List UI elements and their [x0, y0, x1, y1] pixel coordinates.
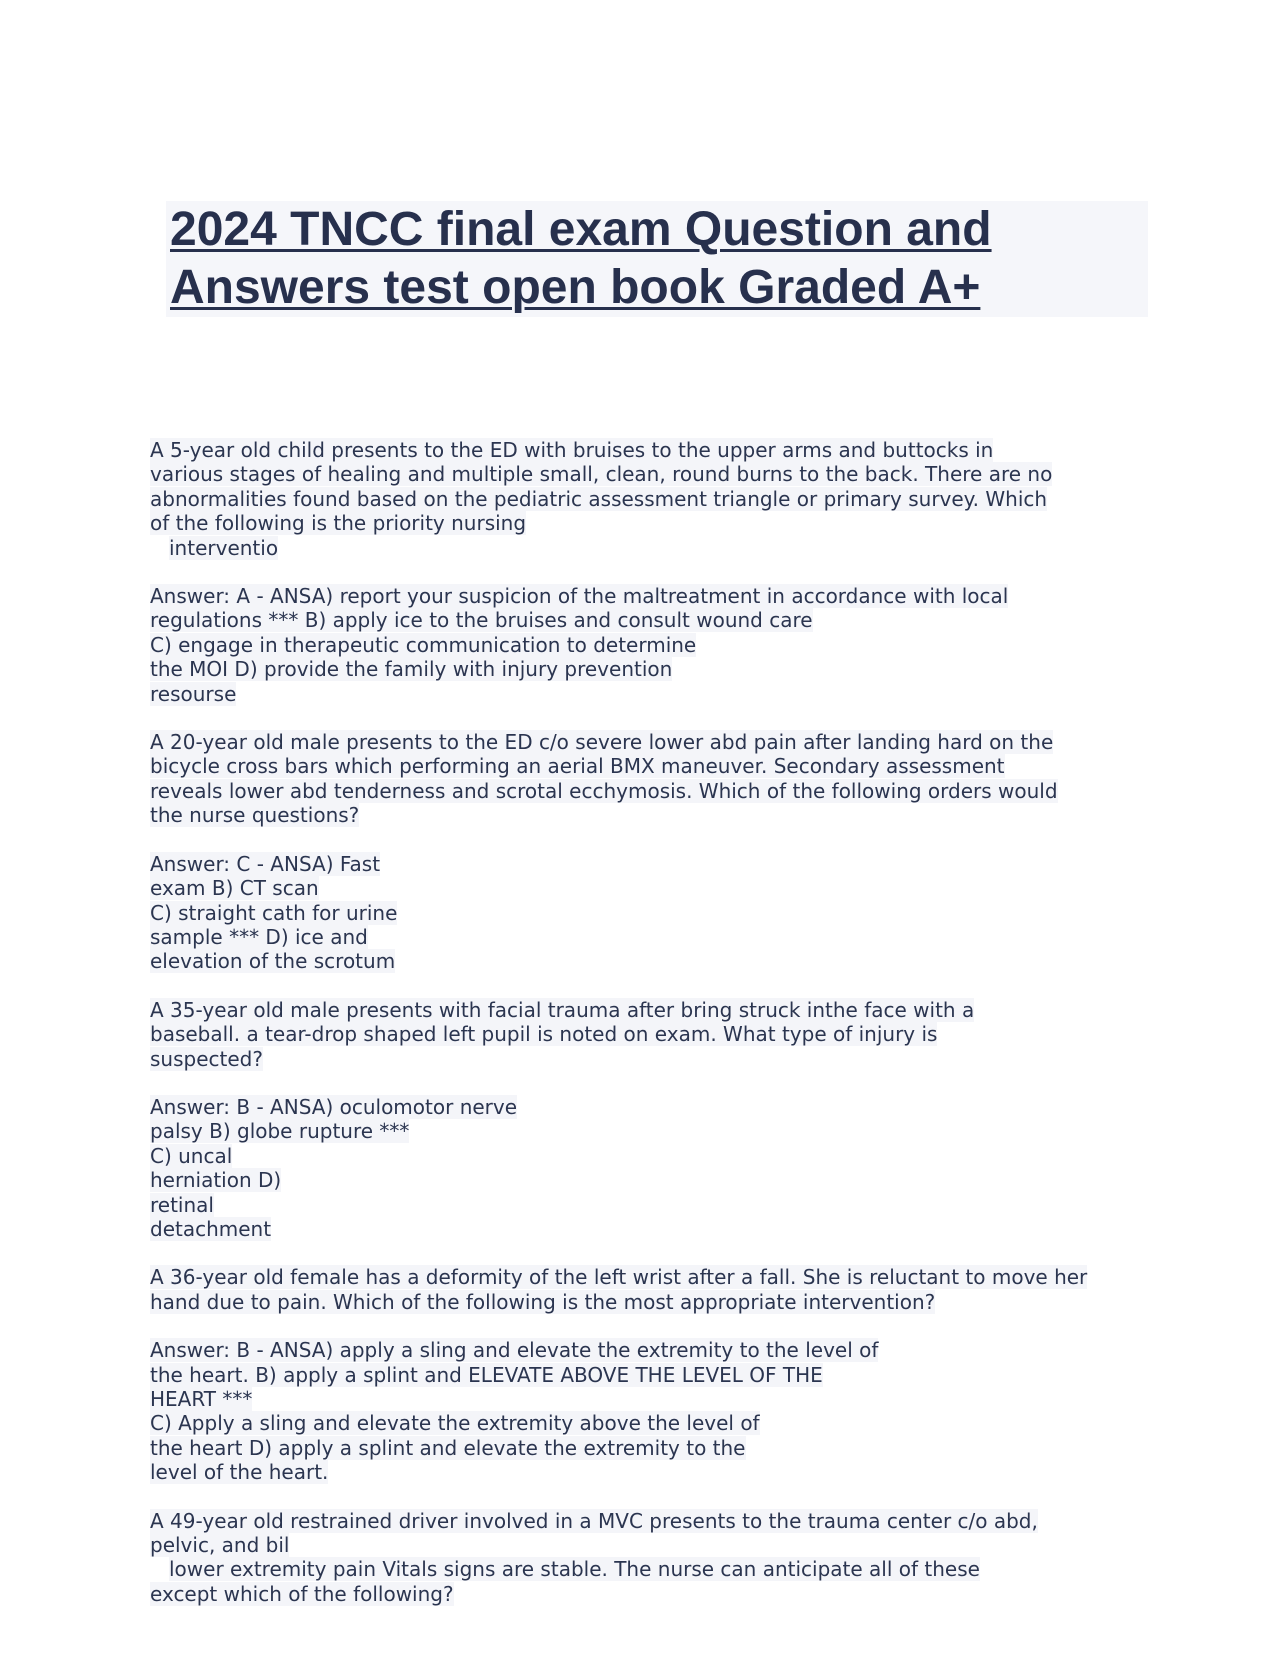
text-line-content: various stages of healing and multiple small, clean, round burns to the back. There are no	[150, 462, 1053, 487]
text-line	[150, 1217, 1140, 1241]
text-line-content: baseball. a tear-drop shaped left pupil is noted on exam. What type of injury is	[150, 1022, 938, 1047]
answer-paragraph	[150, 1095, 1140, 1241]
text-line	[150, 998, 1140, 1022]
document-title	[166, 201, 1148, 317]
text-line-content: sample *** D) ice and	[150, 924, 368, 949]
text-line-content: suspected?	[150, 1046, 263, 1071]
text-line	[150, 584, 1140, 608]
text-line-content: reveals lower abd tenderness and scrotal ecchymosis. Which of the following orders would	[150, 778, 1058, 803]
text-line	[150, 779, 1140, 803]
question-paragraph	[150, 1265, 1140, 1314]
text-line-content: the MOI D) provide the family with injury prevention	[150, 657, 673, 682]
text-line-content: herniation D)	[150, 1168, 282, 1193]
text-line	[150, 1509, 1140, 1533]
text-line	[150, 1436, 1140, 1460]
text-line-content: elevation of the scrotum	[150, 949, 396, 974]
text-line-content: interventio	[169, 535, 279, 560]
text-line-content: exam B) CT scan	[150, 876, 319, 901]
text-line-content: A 20-year old male presents to the ED c/o severe lower abd pain after landing hard on the	[150, 730, 1054, 755]
question-paragraph	[150, 998, 1140, 1071]
text-line	[150, 1363, 1140, 1387]
text-line-content: HEART ***	[150, 1387, 253, 1411]
text-line	[150, 1533, 1140, 1557]
answer-paragraph	[150, 852, 1140, 974]
text-line	[150, 901, 1140, 925]
text-line	[150, 1411, 1140, 1435]
text-line	[150, 511, 1140, 535]
text-line	[150, 633, 1140, 657]
text-line-content: Answer: B - ANSA) apply a sling and elevate the extremity to the level of	[150, 1338, 879, 1363]
text-line	[150, 803, 1140, 827]
text-line-content: bicycle cross bars which performing an aerial BMX maneuver. Secondary assessment	[150, 754, 1005, 779]
text-line-content: A 49-year old restrained driver involved in a MVC presents to the trauma center c/o abd,	[150, 1508, 1038, 1533]
text-line	[150, 754, 1140, 778]
text-line	[150, 925, 1140, 949]
document-body	[150, 438, 1140, 1630]
text-line	[150, 1193, 1140, 1217]
text-line	[150, 536, 1140, 560]
text-line-content: regulations *** B) apply ice to the bruises and consult wound care	[150, 608, 813, 633]
text-line	[150, 1387, 1140, 1411]
text-line	[150, 487, 1140, 511]
text-line	[150, 1119, 1140, 1143]
text-line	[150, 876, 1140, 900]
title-line-1: 2024 TNCC final exam Question and	[170, 203, 992, 256]
text-line	[150, 462, 1140, 486]
title-line-2: Answers test open book Graded A+	[170, 261, 981, 314]
text-line-content: detachment	[150, 1216, 272, 1241]
text-line	[150, 1557, 1140, 1581]
text-line	[150, 1265, 1140, 1289]
text-line-content: palsy B) globe rupture ***	[150, 1119, 410, 1144]
question-paragraph	[150, 1509, 1140, 1607]
text-line-content: resourse	[150, 681, 237, 706]
text-line-content: lower extremity pain Vitals signs are stable. The nurse can anticipate all of these	[169, 1557, 980, 1582]
text-line-content: C) Apply a sling and elevate the extremity above the level of	[150, 1411, 760, 1436]
text-line	[150, 730, 1140, 754]
question-paragraph	[150, 730, 1140, 828]
text-line-content: Answer: B - ANSA) oculomotor nerve	[150, 1094, 518, 1119]
text-line	[150, 608, 1140, 632]
text-line-content: pelvic, and bil	[150, 1533, 290, 1558]
text-line	[150, 438, 1140, 462]
text-line-content: hand due to pain. Which of the following is the most appropriate intervention?	[150, 1289, 936, 1314]
text-line-content: Answer: A - ANSA) report your suspicion of the maltreatment in accordance with local	[150, 584, 1009, 609]
text-line-content: level of the heart.	[150, 1460, 329, 1485]
text-line	[150, 949, 1140, 973]
text-line-content: the heart. B) apply a splint and ELEVATE ABOVE THE LEVEL OF THE	[150, 1362, 823, 1387]
text-line-content: the nurse questions?	[150, 803, 360, 828]
text-line	[150, 1144, 1140, 1168]
text-line	[150, 1582, 1140, 1606]
text-line-content: Answer: C - ANSA) Fast	[150, 851, 381, 876]
text-line-content: abnormalities found based on the pediatric assessment triangle or primary survey. Which	[150, 486, 1048, 511]
text-line	[150, 1095, 1140, 1119]
text-line-content: of the following is the priority nursing	[150, 511, 527, 536]
text-line	[150, 1022, 1140, 1046]
text-line-content: retinal	[150, 1192, 214, 1217]
question-paragraph	[150, 438, 1140, 560]
text-line	[150, 682, 1140, 706]
text-line-content: C) uncal	[150, 1143, 233, 1168]
text-line-content: C) straight cath for urine	[150, 900, 398, 925]
text-line	[150, 657, 1140, 681]
text-line	[150, 1460, 1140, 1484]
text-line-content: the heart D) apply a splint and elevate the extremity to the	[150, 1435, 746, 1460]
answer-paragraph	[150, 584, 1140, 706]
text-line-content: A 36-year old female has a deformity of the left wrist after a fall. She is reluctant to move her	[150, 1265, 1088, 1290]
text-line	[150, 1338, 1140, 1362]
text-line	[150, 1168, 1140, 1192]
text-line	[150, 1290, 1140, 1314]
answer-paragraph	[150, 1338, 1140, 1484]
text-line-content: A 35-year old male presents with facial trauma after bring struck inthe face with a	[150, 997, 975, 1022]
text-line-content: C) engage in therapeutic communication to determine	[150, 632, 697, 657]
text-line-content: A 5-year old child presents to the ED with bruises to the upper arms and buttocks in	[150, 438, 994, 462]
text-line	[150, 852, 1140, 876]
text-line-content: except which of the following?	[150, 1581, 454, 1606]
text-line	[150, 1047, 1140, 1071]
